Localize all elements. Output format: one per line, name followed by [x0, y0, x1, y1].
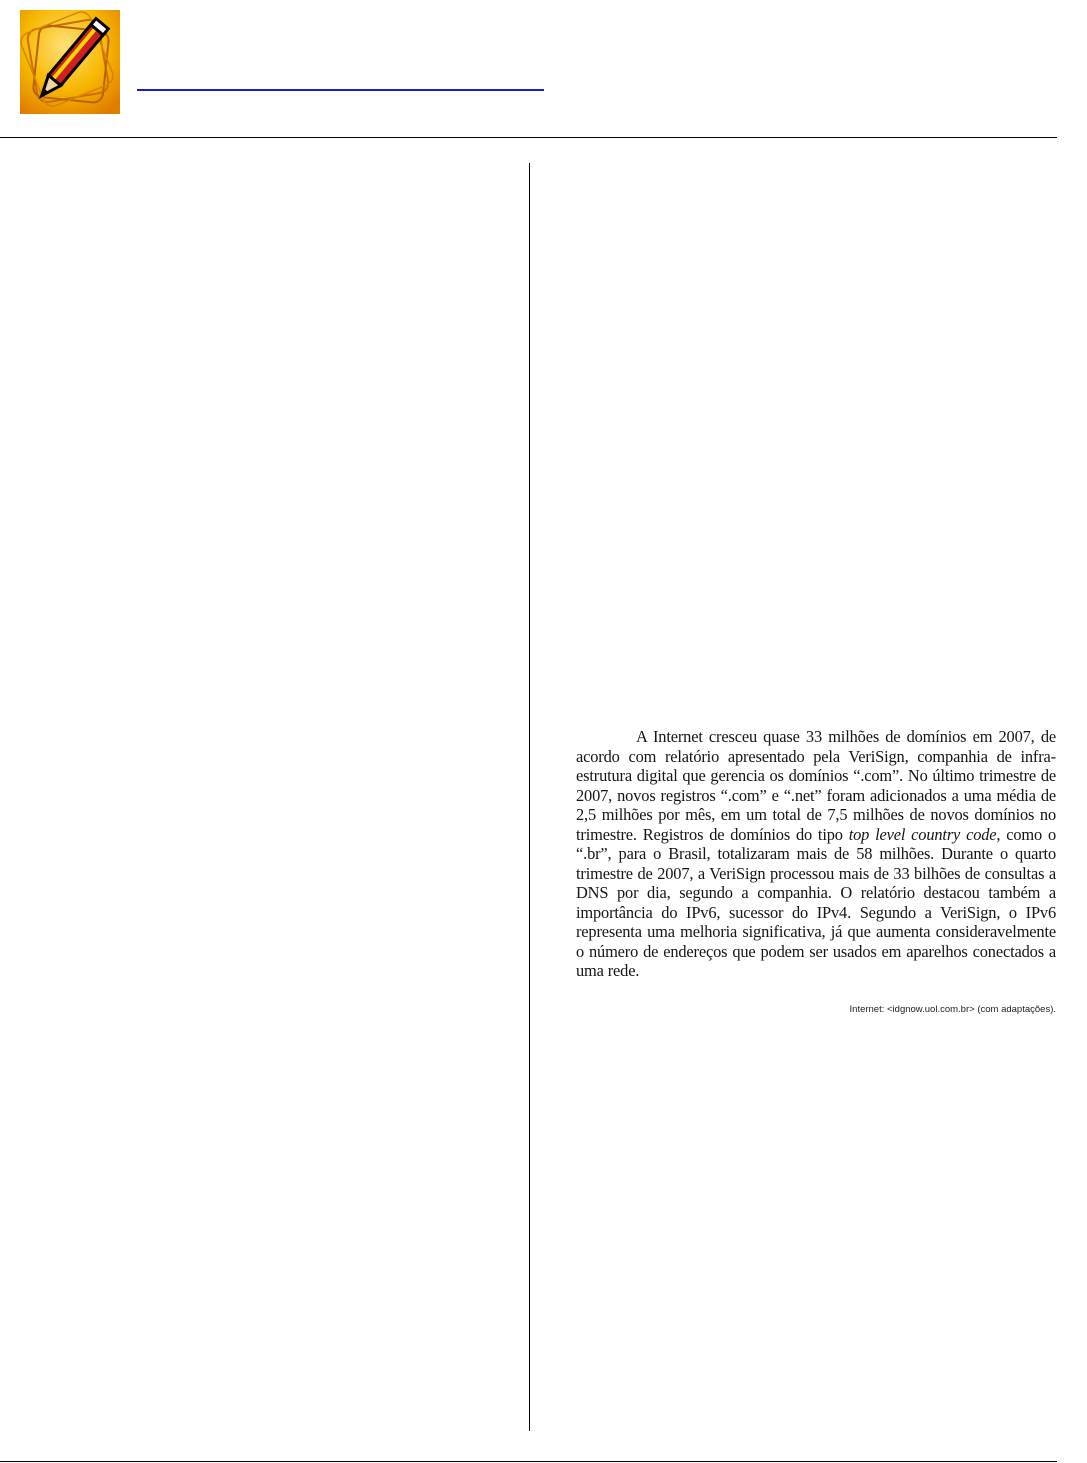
- article-paragraph: [576, 727, 1056, 981]
- pencil-logo-icon: [20, 10, 120, 114]
- article-text-part-2: , como o “.br”, para o Brasil, totalizaram mais de 58 milhões. Durante o quarto trimestre de 2007, a VeriSign processou mais de 33 bilhões de consultas a DNS por dia, segundo a companhia. O relatório destacou também a importância do IPv6, sucessor do IPv4. Segundo a VeriSign, o IPv6 representa uma melhoria significativa, já que aumenta consideravelmente o número de endereços que podem ser usados em aparelhos conectados a uma rede.: [576, 824, 1056, 980]
- header-rule: [0, 137, 1057, 138]
- source-citation: Internet: <idgnow.uol.com.br> (com adaptações).: [849, 1004, 1056, 1015]
- article-text-part-1: A Internet cresceu quase 33 milhões de domínios em 2007, de acordo com relatório apresentado pela VeriSign, companhia de infra-estrutura digital que gerencia os domínios “.com”. No último trimestre de 2007, novos registros “.com” e “.net” foram adicionados a uma média de 2,5 milhões por mês, em um total de 7,5 milhões de novos domínios no trimestre. Registros de domínios do tipo: [576, 727, 1056, 844]
- header-link-underline: [137, 89, 544, 91]
- column-divider: [529, 163, 530, 1431]
- header-link[interactable]: [137, 70, 544, 90]
- footer-rule: [0, 1461, 1057, 1462]
- article-text-italic: top level country code: [848, 824, 997, 844]
